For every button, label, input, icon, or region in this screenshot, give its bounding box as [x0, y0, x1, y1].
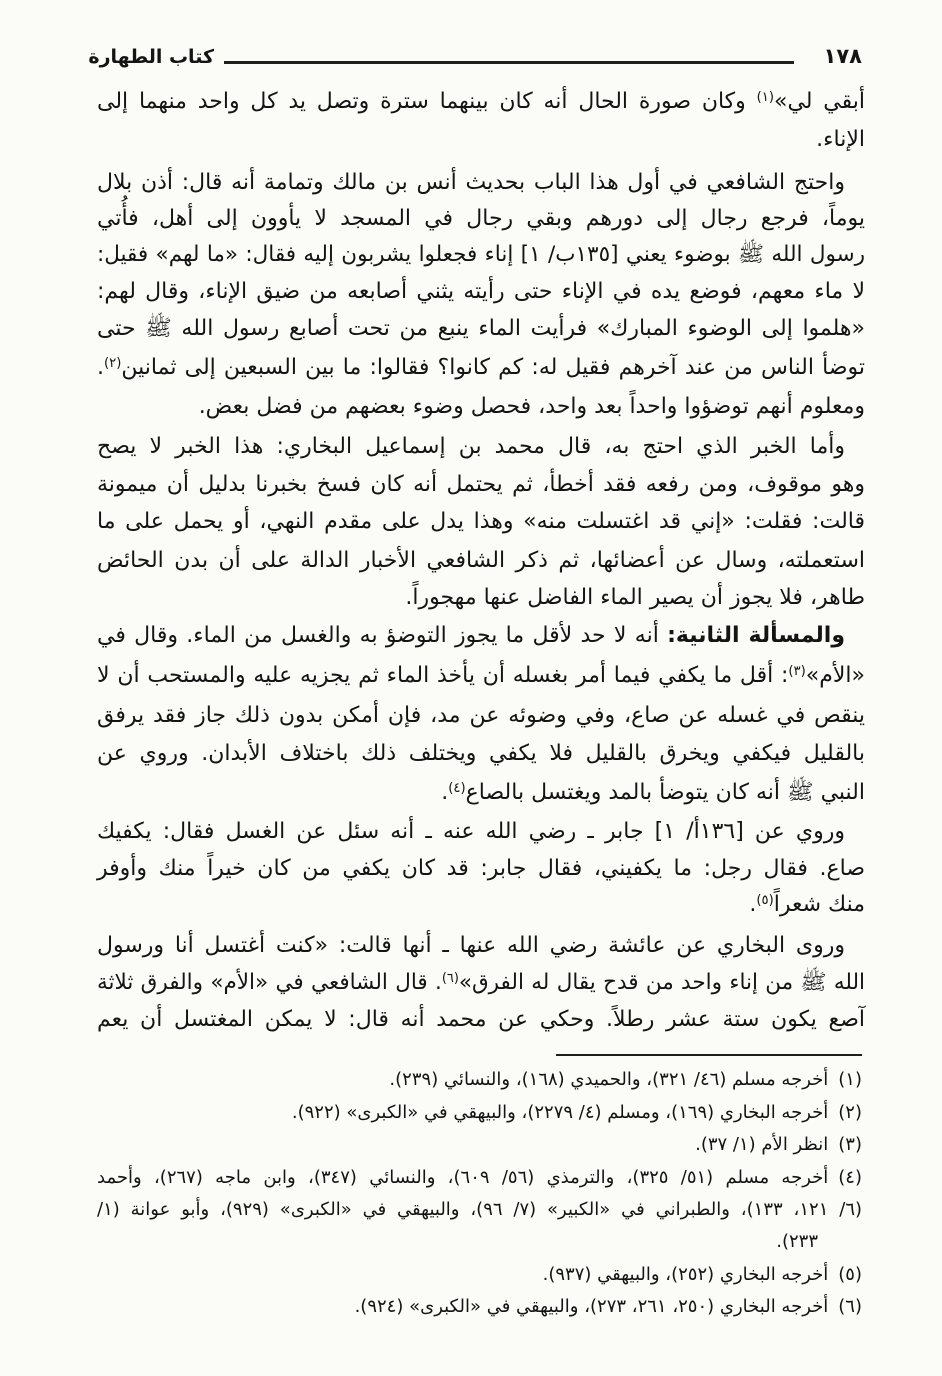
body-line: ينقص في غسله عن صاع، وفي وضوئه عن مد، فإن أمكن بدون ذلك جاز فقد يرفق: [97, 703, 865, 728]
body-line: [97, 776, 865, 810]
line-text: «الأم»: [805, 663, 865, 688]
footnote-reference: (٦): [441, 970, 459, 986]
footnote: [97, 1099, 862, 1127]
footnote-text: انظر الأم (١/ ٣٧).: [695, 1134, 829, 1155]
body-line: [97, 659, 865, 693]
body-line: وروي عن [١٣٦أ/ ١] جابر ـ رضي الله عنه ـ أنه سئل عن الغسل فقال: يكفيك: [97, 819, 845, 844]
body-line: قالت: فقلت: «إني قد اغتسلت منه» وهذا يدل على مقدم النهي، أو يحمل على ما: [97, 509, 865, 534]
footnote-marker: (٤): [838, 1167, 862, 1188]
line-text: أبقي لي»: [773, 89, 865, 114]
chapter-title: كتاب الطهارة: [88, 46, 214, 68]
footnote-continuation: (٦/ ١٢١، ١٣٣)، والطبراني في «الكبير» (٧/ ٩٦)، والبيهقي في «الكبرى» (٩٢٩)، وأبو عوانة (١/: [97, 1199, 863, 1220]
footnote-text: أخرجه البخاري (٢٥٢)، والبيهقي (٩٣٧).: [542, 1264, 829, 1285]
footnote-marker: (٢): [838, 1102, 862, 1123]
footnote-marker: (٥): [838, 1264, 862, 1285]
body-line: [97, 888, 865, 922]
body-line: رسول الله ﷺ بوضوء يعني [١٣٥ب/ ١] إناء فجعلوا يشربون إليه فقال: «ما لهم» فقيل:: [97, 242, 865, 267]
footnote-marker: (٦): [838, 1296, 862, 1317]
footnote-text: أخرجه البخاري (١٦٩)، ومسلم (٤/ ٢٢٧٩)، والبيهقي في «الكبرى» (٩٢٢).: [291, 1102, 829, 1123]
footnote: [97, 1293, 862, 1321]
body-line: وأما الخبر الذي احتج به، قال محمد بن إسماعيل البخاري: هذا الخبر لا يصح: [97, 434, 845, 459]
body-line: [97, 351, 865, 385]
footnote-reference: (٥): [756, 892, 774, 908]
line-text: .: [97, 355, 104, 380]
footnote: [97, 1066, 862, 1094]
body-line: بالقليل فيكفي ويخرق بالقليل فلا يكفي ويختلف ذلك باختلاف الأبدان. وروي عن: [97, 741, 865, 766]
line-text: . قال الشافعي في «الأم» والفرق ثلاثة: [97, 970, 442, 995]
body-line: الإناء.: [816, 127, 865, 152]
line-text: أنه لا حد لأقل ما يجوز التوضؤ به والغسل من الماء. وقال في: [97, 623, 668, 648]
line-text: .: [749, 892, 757, 917]
body-line: طاهر، فلا يجوز أن يصير الماء الفاضل عنها مهجوراً.: [405, 585, 865, 610]
line-text: : أقل ما يكفي فيما أمر بغسله أن يأخذ الماء ثم يجزيه عليه والمستحب أن لا: [97, 663, 789, 688]
footnote: [97, 1261, 862, 1289]
body-line: [97, 966, 865, 1000]
body-line: ومعلوم أنهم توضؤوا واحداً بعد واحد، فحصل وضوء بعضهم من فضل بعض.: [198, 394, 865, 419]
body-line: يوماً، فرجع رجال إلى دورهم وبقي رجال في المسجد لا يأوون إلى أهل، فأُتي: [97, 206, 865, 231]
footnote-text: أخرجه البخاري (٢٥٠، ٢٦١، ٢٧٣)، والبيهقي في «الكبرى» (٩٢٤).: [354, 1296, 829, 1317]
line-text: منك شعراً: [773, 892, 865, 917]
footnote-reference: (٤): [448, 780, 466, 796]
body-line: [97, 619, 865, 653]
body-line: وروى البخاري عن عائشة رضي الله عنها ـ أنها قالت: «كنت أغتسل أنا ورسول: [97, 933, 845, 958]
body-line: وهو موقوف، ومن رفعه فقد أخطأ، ثم يحتمل أنه كان فسخ بخبرنا بدليل أن ميمونة: [97, 472, 865, 497]
body-line: «هلموا إلى الوضوء المبارك» فرأيت الماء ينبع من تحت أصابع رسول الله ﷺ حتى: [97, 316, 865, 341]
footnote-reference: (٣): [788, 663, 806, 679]
line-text: النبي ﷺ أنه كان يتوضأ بالمد ويغتسل بالصاع: [465, 780, 865, 805]
footnote-marker: (٣): [838, 1134, 862, 1155]
line-text: وكان صورة الحال أنه كان بينهما سترة وتصل يد كل واحد منهما إلى: [97, 89, 757, 114]
footnote-reference: (٢): [104, 355, 122, 371]
line-text: الله ﷺ من إناء واحد من قدح يقال له الفرق»: [458, 970, 865, 995]
line-text: .: [441, 780, 449, 805]
header-rule: [224, 61, 794, 64]
footnote-marker: (١): [838, 1069, 862, 1090]
footnote-text: أخرجه مسلم (٥١/ ٣٢٥)، والترمذي (٥٦/ ٦٠٩)، والنسائي (٣٤٧)، وابن ماجه (٢٦٧)، وأحمد: [97, 1167, 829, 1188]
body-line: [97, 85, 865, 119]
page-number: ١٧٨: [823, 44, 862, 68]
body-line: استعملته، وسال عن أعضائها، ثم ذكر الشافعي الأخبار الدالة على أن بدن الحائض: [97, 548, 865, 573]
footnote-continuation: ٢٣٣).: [776, 1231, 818, 1252]
body-line: لا ماء معهم، فوضع يده في الإناء حتى رأيته يثني أصابعه من ضيق الإناء، وقال لهم:: [97, 279, 865, 304]
footnote: [97, 1131, 862, 1159]
body-line: آصع يكون ستة عشر رطلاً. وحكي عن محمد أنه قال: لا يمكن المغتسل أن يعم: [97, 1007, 865, 1032]
body-line: واحتج الشافعي في أول هذا الباب بحديث أنس بن مالك وتمامة أنه قال: أذن بلال: [97, 170, 845, 195]
footnote-reference: (١): [756, 89, 774, 105]
footnote: [97, 1164, 862, 1192]
body-line: صاع. فقال رجل: ما يكفيني، فقال جابر: قد كان يكفي من كان خيراً منك وأوفر: [97, 856, 865, 881]
line-text: توضأ الناس من عند آخرهم فقيل له: كم كانوا؟ فقالوا: ما بين السبعين إلى ثمانين: [121, 355, 865, 380]
footnote-text: أخرجه مسلم (٤٦/ ٣٢١)، والحميدي (١٦٨)، والنسائي (٢٣٩).: [389, 1069, 829, 1090]
issue-heading: والمسألة الثانية:: [667, 623, 845, 648]
footnote-separator: [556, 1054, 862, 1056]
